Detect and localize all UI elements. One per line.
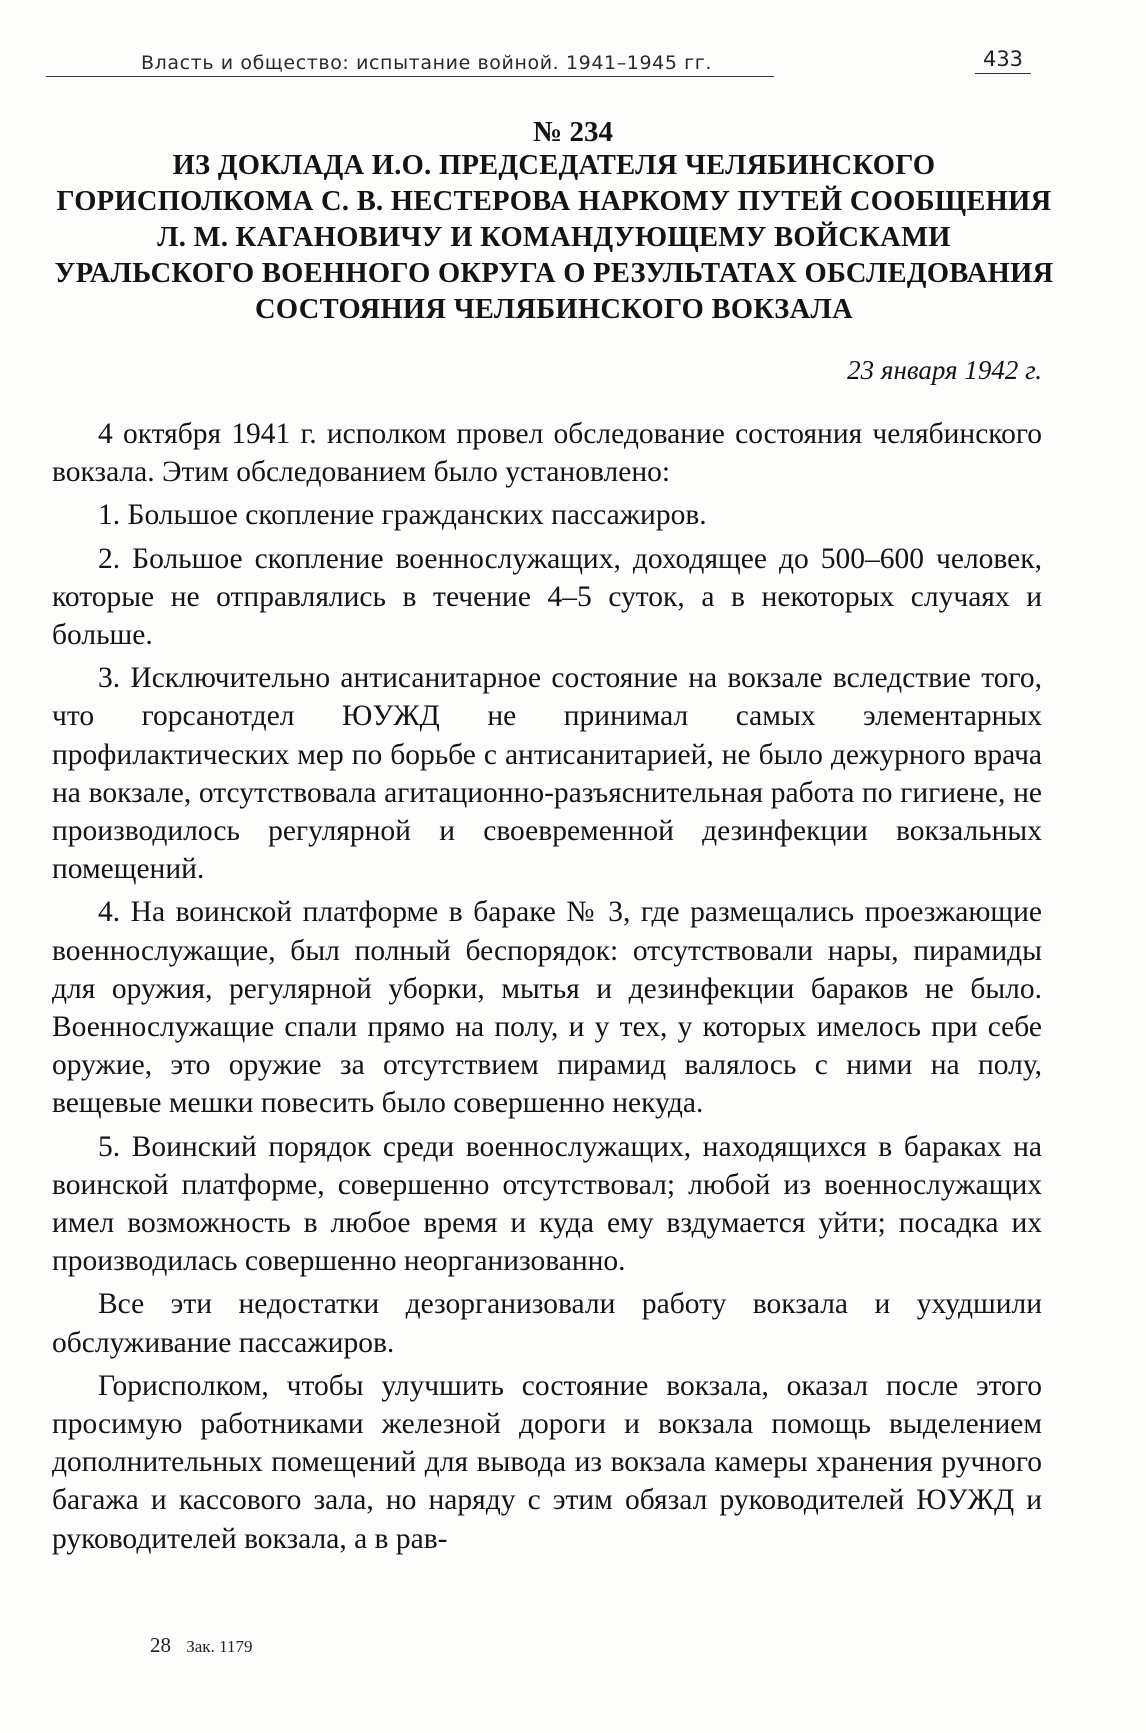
paragraph: Все эти недостатки дезорганизовали работу вокзала и ухудшили обслуживание пассажиров. (52, 1288, 1042, 1359)
paragraph: Горисполком, чтобы улучшить состояние вокзала, оказал после этого просимую работниками железной дороги и вокзала помощь выделением дополнительных помещений для вывода из вокзала камеры хранения ручного багажа и кассового зала, но наряду с этим обязал руководителей ЮУЖД и руководителей вокзала, а в рав- (52, 1369, 1042, 1555)
running-header (46, 47, 1031, 78)
document-title: ИЗ ДОКЛАДА И.О. ПРЕДСЕДАТЕЛЯ ЧЕЛЯБИНСКОГО ГОРИСПОЛКОМА С. В. НЕСТЕРОВА НАРКОМУ ПУТЕЙ СООБЩЕНИЯ Л. М. КАГАНОВИЧУ И КОМАНДУЮЩЕМУ ВОЙСКАМИ УРАЛЬСКОГО ВОЕННОГО ОКРУГА О РЕЗУЛЬТАТАХ ОБСЛЕДОВАНИЯ СОСТОЯНИЯ ЧЕЛЯБИНСКОГО ВОКЗАЛА (54, 150, 1054, 325)
paragraph: 1. Большое скопление гражданских пассажиров. (98, 499, 707, 532)
paragraph: 3. Исключительно антисанитарное состояние на вокзале вследствие того, что горсанотдел ЮУЖД не принимал самых элементарных профилактических мер по борьбе с антисанитарией, не было дежурного врача на вокзале, отсутствовала агитационно-разъяснительная работа по гигиене, не производилось регулярной и своевременной дезинфекции вокзальных помещений. (52, 662, 1042, 886)
signature-number: 28 (150, 1633, 171, 1657)
running-title: Власть и общество: испытание войной. 1941–1945 гг. (46, 52, 774, 77)
paragraph: 4 октября 1941 г. исполком провел обследование состояния челябинского вокзала. Этим обследованием было установлено: (52, 418, 1042, 489)
document-number: № 234 (533, 116, 613, 148)
page-number: 433 (975, 46, 1031, 74)
paragraph: 2. Большое скопление военнослужащих, доходящее до 500–600 человек, которые не отправлялись в течение 4–5 суток, а в некоторых случаях и больше. (52, 542, 1042, 652)
print-order: Зак. 1179 (186, 1637, 253, 1656)
document-body (52, 415, 1042, 1563)
paragraph: 5. Воинский порядок среди военнослужащих, находящихся в бараках на воинской платформе, совершенно отсутствовал; любой из военнослужащих имел возможность в любое время и куда ему вздумается уйти; посадка их производилась совершенно неорганизованно. (52, 1130, 1042, 1278)
paragraph: 4. На воинской платформе в бараке № 3, где размещались проезжающие военнослужащие, был полный беспорядок: отсутствовали нары, пирамиды для оружия, регулярной уборки, мытья и дезинфекции бараков не было. Военнослужащие спали прямо на полу, и у тех, у которых имелось при себе оружие, это оружие за отсутствием пирамид валялось с ними на полу, вещевые мешки повесить было совершенно некуда. (52, 896, 1042, 1120)
signature-footer (150, 1633, 252, 1658)
document-date: 23 января 1942 г. (847, 355, 1042, 385)
